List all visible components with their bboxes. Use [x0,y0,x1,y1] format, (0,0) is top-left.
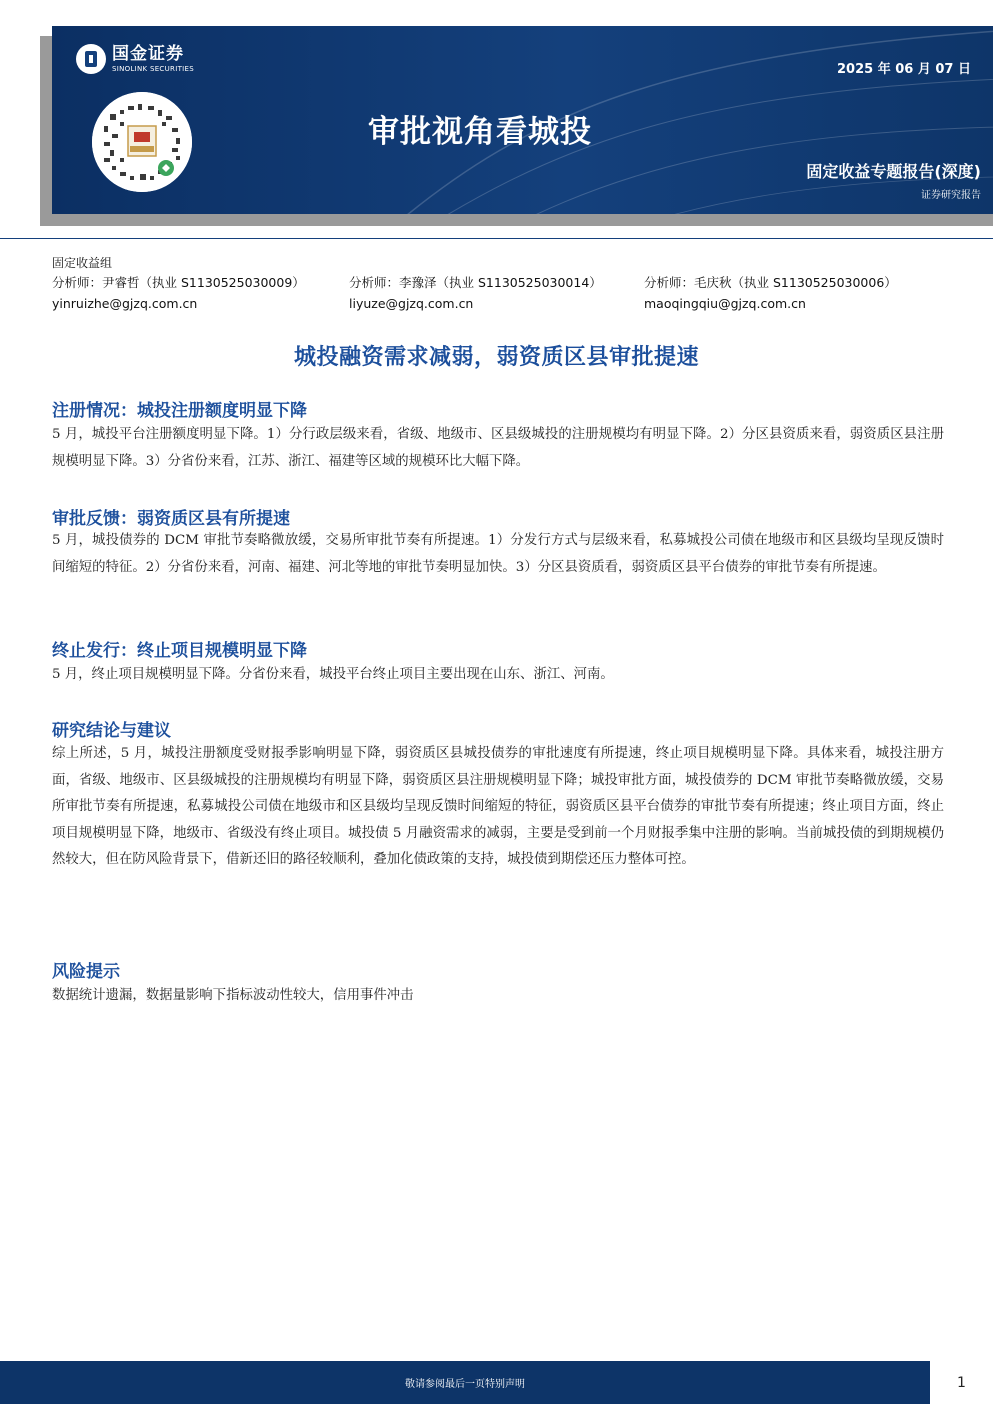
analyst-email[interactable]: yinruizhe@gjzq.com.cn [52,296,198,311]
research-group: 固定收益组 [52,256,113,270]
section-body-conclusion: 综上所述，5 月，城投注册额度受财报季影响明显下降，弱资质区县城投债券的审批速度有所提速，终止项目规模明显下降。具体来看，城投注册方面，省级、地级市、区县级城投的注册规模均有明显下降，弱资质区县注册规模明显下降；城投审批方面，城投债券的 DCM 审批节奏略微放缓，交易所审批节奏有所提速，私募城投公司债在地级市和区县级均呈现反馈时间缩短的特征，弱资质区县平台债券的审批节奏有所提速；终止项目方面，终止项目规模明显下降，地级市、省级没有终止项目。城投债 5 月融资需求的减弱，主要是受到前一个月财报季集中注册的影响。当前城投债的到期规模仍然较大，但在防风险背景下，借新还旧的路径较顺利，叠加化债政策的支持，城投债到期偿还压力整体可控。 [52,746,944,867]
analyst-item [52,273,305,311]
section-body-registration: 5 月，城投平台注册额度明显下降。1）分行政层级来看，省级、地级市、区县级城投的注册规模均有明显下降。2）分区县资质来看，弱资质区县注册规模明显下降。3）分省份来看，江苏、浙江、福建等区域的规模环比大幅下降。 [52,427,944,469]
analyst-label: 分析师：毛庆秋（执业 S1130525030006） [644,275,897,290]
qr-code-icon [92,92,192,192]
footer-notice: 敬请参阅最后一页特别声明 [0,1361,930,1404]
analyst-item [644,273,897,311]
analyst-label: 分析师：尹睿哲（执业 S1130525030009） [52,275,305,290]
section-heading-registration: 注册情况：城投注册额度明显下降 [52,401,307,421]
section-body-termination: 5 月，终止项目规模明显下降。分省份来看，城投平台终止项目主要出现在山东、浙江、河南。 [52,667,614,682]
page-footer [0,1361,993,1404]
header-divider [0,238,993,239]
logo-name-en: SINOLINK SECURITIES [112,64,194,73]
page-number: 1 [957,1374,966,1391]
company-logo [76,44,194,74]
report-date: 2025 年 06 月 07 日 [837,62,971,77]
analyst-email[interactable]: liyuze@gjzq.com.cn [349,296,474,311]
analyst-label: 分析师：李豫泽（执业 S1130525030014） [349,275,602,290]
section-body-risk: 数据统计遗漏，数据量影响下指标波动性较大，信用事件冲击 [52,988,414,1003]
section-heading-risk: 风险提示 [52,962,120,982]
logo-name-cn: 国金证券 [112,43,184,64]
report-type: 固定收益专题报告(深度) [806,162,981,181]
section-heading-approval: 审批反馈：弱资质区县有所提速 [52,509,290,529]
report-main-title: 审批视角看城投 [368,114,592,150]
document-title: 城投融资需求减弱，弱资质区县审批提速 [293,345,699,370]
report-subtype: 证券研究报告 [921,190,981,201]
analyst-email[interactable]: maoqingqiu@gjzq.com.cn [644,296,806,311]
section-heading-conclusion: 研究结论与建议 [52,721,171,741]
analyst-item [349,273,602,311]
section-body-approval: 5 月，城投债券的 DCM 审批节奏略微放缓，交易所审批节奏有所提速。1）分发行方式与层级来看，私募城投公司债在地级市和区县级均呈现反馈时间缩短的特征。2）分省份来看，河南、福建、河北等地的审批节奏明显加快。3）分区县资质看，弱资质区县平台债券的审批节奏有所提速。 [52,533,944,575]
logo-mark-icon [76,44,106,74]
section-heading-termination: 终止发行：终止项目规模明显下降 [52,641,307,661]
